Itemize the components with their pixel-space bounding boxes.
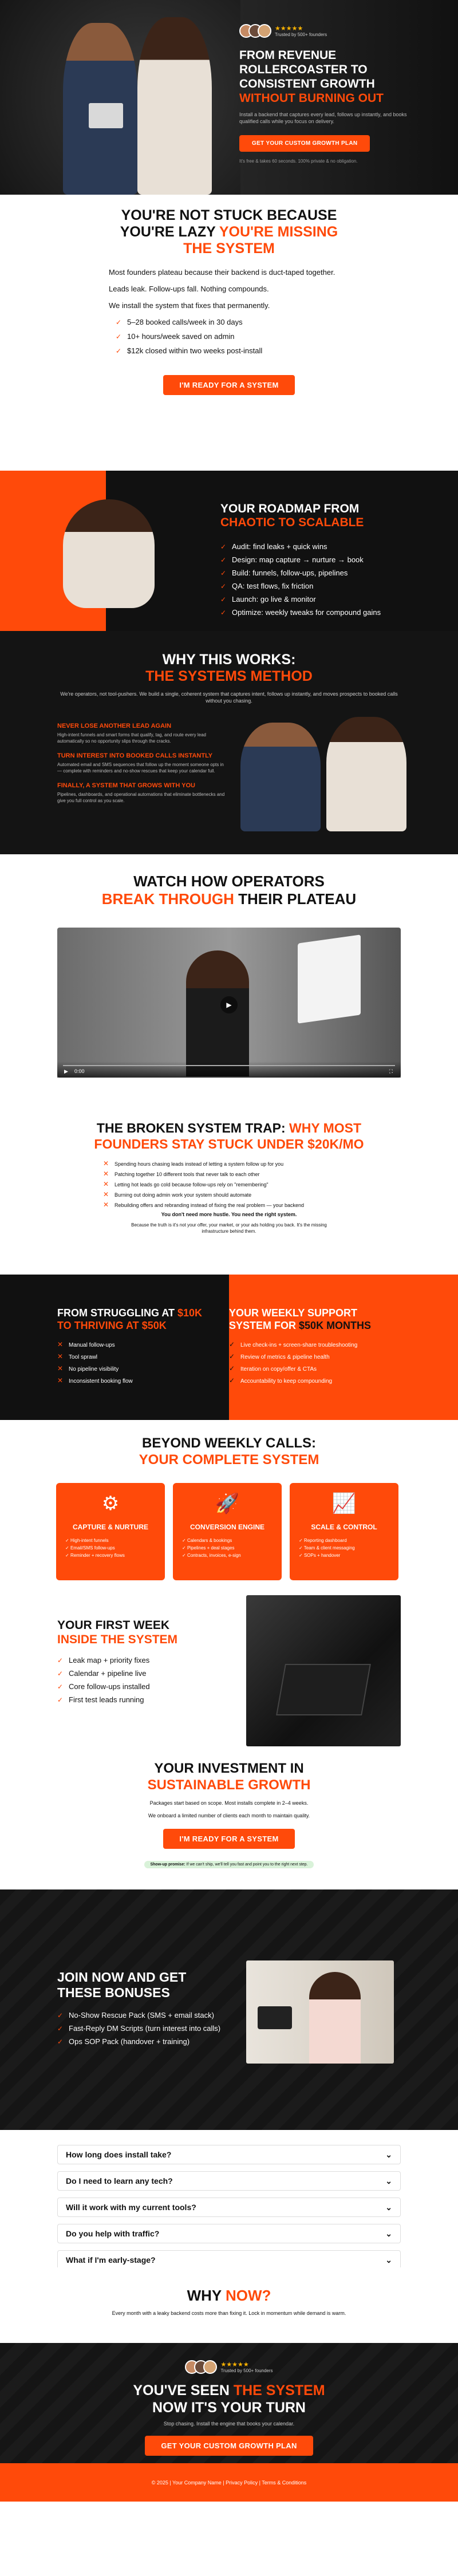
card-list-item: ✓ Reporting dashboard — [299, 1538, 347, 1543]
check-icon: ✓ — [220, 556, 227, 564]
hero-note: It's free & takes 60 seconds. 100% private & no obligation. — [239, 159, 358, 164]
compare-amount: $10K — [177, 1307, 203, 1319]
check-icon: ✓ — [57, 1670, 64, 1678]
video-controls — [57, 1062, 401, 1078]
stuck-title-line: YOU'RE NOT STUCK BECAUSE — [121, 207, 337, 223]
faq-item[interactable] — [57, 2145, 401, 2164]
check-icon: ✓ — [220, 543, 227, 551]
compare-right-title — [229, 1307, 401, 1332]
chevron-down-icon: ⌄ — [385, 2176, 392, 2186]
avatar — [258, 24, 271, 38]
why-intro: We're operators, not tool-pushers. We build a single, coherent system that captures intent, follows up instantly, and moves prospects to booked calls without you chasing. — [60, 691, 398, 704]
check-icon: ✓ — [220, 582, 227, 590]
promise-badge — [144, 1861, 313, 1868]
check-icon: ✓ — [229, 1340, 235, 1348]
roadmap-title-accent: CHAOTIC TO SCALABLE — [220, 516, 364, 529]
check-icon: ✓ — [229, 1364, 235, 1372]
trap-title-accent: WHY MOST — [289, 1121, 362, 1135]
card-list — [182, 1537, 273, 1559]
list-item — [57, 1365, 218, 1372]
woman-figure — [137, 17, 212, 195]
video-title-line: THEIR PLATEAU — [238, 890, 357, 908]
list-item-text: First test leads running — [69, 1695, 144, 1704]
list-item-text: 5–28 booked calls/week in 30 days — [127, 318, 243, 326]
trap-paragraph: Because the truth is it's not your offer, your market, or your ads holding you back. It's the missing infrastructure behind them. — [131, 1222, 327, 1234]
bonuses-title-line: JOIN NOW AND GET — [57, 1970, 187, 1985]
list-item — [57, 1669, 229, 1678]
bonuses-photo — [246, 1960, 394, 2064]
list-item — [220, 555, 438, 564]
beyond-section — [0, 1420, 458, 1592]
video-title-accent: BREAK THROUGH — [101, 890, 234, 908]
invest-title-line: YOUR INVESTMENT IN — [154, 1761, 304, 1776]
system-card — [56, 1483, 165, 1580]
beyond-title — [0, 1420, 458, 1468]
stuck-list — [116, 317, 349, 356]
check-icon: ✓ — [57, 1656, 64, 1664]
why-title-accent: THE SYSTEMS METHOD — [145, 668, 313, 684]
compare-left-list — [57, 1341, 218, 1384]
final-section — [0, 2343, 458, 2463]
card-item-text: Reporting dashboard — [303, 1538, 347, 1543]
beyond-title-accent: YOUR COMPLETE SYSTEM — [139, 1452, 319, 1468]
list-item — [103, 1191, 378, 1198]
list-item — [57, 1656, 229, 1664]
trap-list — [103, 1160, 378, 1208]
trap-title-line: THE BROKEN SYSTEM TRAP: — [96, 1121, 286, 1135]
why-photo — [240, 717, 406, 831]
card-item-text: Pipelines + deal stages — [187, 1545, 235, 1551]
hero-copy — [239, 24, 445, 164]
rating-row — [0, 2343, 458, 2374]
list-item — [103, 1160, 378, 1167]
stuck-paragraph: Leads leak. Follow-ups fall. Nothing compounds. — [109, 285, 269, 293]
why-point-heading: NEVER LOSE ANOTHER LEAD AGAIN — [57, 723, 172, 729]
card-item-text: Calendars & bookings — [187, 1538, 232, 1543]
final-title-line: NOW IT'S YOUR TURN — [152, 2400, 306, 2416]
card-list-item: ✓ Pipelines + deal stages — [182, 1545, 235, 1551]
stuck-title-accent: THE SYSTEM — [183, 240, 275, 257]
list-item-text: QA: test flows, fix friction — [232, 582, 314, 590]
invest-paragraph: We onboard a limited number of clients each month to maintain quality. — [148, 1813, 310, 1818]
whynow-title-line: WHY — [187, 2287, 222, 2304]
rating-row — [239, 24, 445, 38]
x-icon: ✕ — [57, 1364, 64, 1372]
list-item-text: Audit: find leaks + quick wins — [232, 542, 327, 551]
stuck-title-accent: YOU'RE MISSING — [219, 224, 338, 240]
compare-title-line: FROM STRUGGLING AT — [57, 1307, 175, 1319]
system-card — [173, 1483, 282, 1580]
list-item — [57, 1695, 229, 1704]
why-point — [57, 782, 229, 804]
card-list-item: ✓ High-intent funnels — [65, 1538, 109, 1543]
list-item-text: Letting hot leads go cold because follow-ups rely on "remembering" — [114, 1182, 269, 1188]
invest-paragraph: Packages start based on scope. Most installs complete in 2–4 weeks. — [149, 1800, 309, 1806]
whynow-section — [0, 2267, 458, 2343]
hero-title-line: FROM REVENUE — [239, 49, 337, 62]
footer-text[interactable]: © 2025 | Your Company Name | Privacy Policy | Terms & Conditions — [151, 2479, 307, 2486]
camera-image — [258, 2006, 292, 2029]
promise-label: Show-up promise: — [150, 1863, 185, 1867]
bonuses-title — [57, 1970, 229, 2001]
check-icon: ✓ — [57, 2038, 64, 2046]
list-item — [220, 542, 438, 551]
hero-photo — [0, 0, 240, 195]
check-icon: ✓ — [116, 347, 122, 355]
stuck-title-line: YOU'RE LAZY — [120, 224, 216, 240]
list-item-text: $12k closed within two weeks post-install — [127, 346, 263, 355]
check-icon: ✓ — [57, 1683, 64, 1691]
week-title — [57, 1618, 229, 1647]
compare-left-title — [57, 1307, 218, 1332]
progress-bar[interactable] — [63, 1065, 395, 1066]
list-item-text: Accountability to keep compounding — [240, 1378, 333, 1384]
final-paragraph: Stop chasing. Install the engine that books your calendar. — [163, 2421, 295, 2427]
trap-title-accent: FOUNDERS STAY STUCK UNDER $20K/MO — [94, 1137, 364, 1151]
week-section — [0, 1592, 458, 1752]
hero-title-line: CONSISTENT GROWTH — [239, 77, 375, 90]
check-icon: ✓ — [220, 595, 227, 603]
faq-item[interactable] — [57, 2171, 401, 2191]
compare-right — [229, 1307, 401, 1389]
compare-amount: $50K — [141, 1320, 167, 1331]
list-item-text: Ops SOP Pack (handover + training) — [69, 2037, 190, 2046]
list-item — [229, 1341, 401, 1348]
list-item — [57, 2024, 229, 2033]
hero-title — [239, 48, 445, 105]
video-title-line: WATCH HOW OPERATORS — [133, 873, 325, 890]
card-item-text: Reminder + recovery flows — [70, 1553, 125, 1558]
final-title — [0, 2382, 458, 2416]
compare-title-line: YOUR WEEKLY SUPPORT — [229, 1307, 358, 1319]
why-title — [0, 631, 458, 685]
roadmap-section — [0, 471, 458, 631]
x-icon: ✕ — [103, 1190, 109, 1198]
x-icon: ✕ — [103, 1159, 109, 1167]
check-icon: ✓ — [220, 569, 227, 577]
card-item-text: Email/SMS follow-ups — [70, 1545, 115, 1551]
final-title-line: YOU'VE SEEN — [133, 2382, 230, 2399]
play-icon[interactable]: ▶ — [220, 996, 238, 1013]
x-icon: ✕ — [103, 1201, 109, 1209]
beyond-cards — [56, 1483, 398, 1580]
check-icon: ✓ — [57, 1696, 64, 1704]
list-item-text: Inconsistent booking flow — [69, 1378, 133, 1384]
avatar — [203, 2360, 217, 2374]
list-item — [57, 1353, 218, 1360]
check-icon: ✓ — [116, 333, 122, 341]
invest-title-accent: SUSTAINABLE GROWTH — [147, 1777, 311, 1793]
week-list — [57, 1656, 229, 1704]
check-icon: ✓ — [57, 2025, 64, 2033]
compare-left — [57, 1307, 218, 1389]
why-point-text: High-intent funnels and smart forms that qualify, tag, and route every lead automatically so no opportunity slips through the cracks. — [57, 732, 206, 744]
chevron-down-icon: ⌄ — [385, 2228, 392, 2238]
play-control-icon[interactable]: ▶ — [64, 1068, 68, 1074]
list-item-text: Iteration on copy/offer & CTAs — [240, 1366, 317, 1372]
x-icon: ✕ — [57, 1376, 64, 1384]
compare-right-list — [229, 1341, 401, 1384]
fullscreen-icon[interactable]: ⛶ — [389, 1068, 393, 1074]
list-item — [103, 1201, 378, 1208]
why-point-heading: TURN INTEREST INTO BOOKED CALLS INSTANTLY — [57, 752, 213, 759]
list-item-text: Rebuilding offers and rebranding instead of fixing the real problem — your backend — [114, 1202, 305, 1208]
why-title-line: WHY THIS WORKS: — [162, 652, 296, 668]
faq-item[interactable] — [57, 2250, 401, 2267]
faq-question: Do you help with traffic? — [66, 2229, 160, 2238]
tablet-image — [89, 103, 123, 128]
hero-title-accent: WITHOUT BURNING OUT — [239, 92, 384, 105]
list-item-text: Leak map + priority fixes — [69, 1656, 150, 1664]
list-item-text: 10+ hours/week saved on admin — [127, 332, 235, 341]
video-section — [0, 854, 458, 1112]
whynow-title-accent: NOW? — [226, 2287, 271, 2304]
footer — [0, 2463, 458, 2502]
faq-item[interactable] — [57, 2224, 401, 2243]
list-item — [220, 569, 438, 577]
invest-title — [0, 1752, 458, 1793]
list-item — [229, 1377, 401, 1384]
list-item — [116, 317, 349, 327]
card-list-item: ✓ Email/SMS follow-ups — [65, 1545, 115, 1551]
list-item-text: Tool sprawl — [69, 1354, 98, 1360]
why-point-heading: FINALLY, A SYSTEM THAT GROWS WITH YOU — [57, 782, 195, 789]
x-icon: ✕ — [103, 1180, 109, 1188]
gears-icon: ⚙ — [101, 1493, 120, 1514]
stuck-paragraph: Most founders plateau because their backend is duct-taped together. — [109, 268, 335, 277]
rocket-icon: 🚀 — [215, 1493, 240, 1514]
whynow-title — [0, 2267, 458, 2305]
video-time: 0:00 — [74, 1068, 85, 1074]
video-player[interactable] — [57, 928, 401, 1078]
list-item-text: No pipeline visibility — [69, 1366, 119, 1372]
compare-title-accent: TO THRIVING AT — [57, 1320, 139, 1331]
hero-section — [0, 0, 458, 195]
stuck-paragraph: We install the system that fixes that permanently. — [109, 301, 270, 310]
faq-question: What if I'm early-stage? — [66, 2255, 156, 2265]
promise-text: If we can't ship, we'll tell you fast and point you to the right next step. — [186, 1863, 308, 1867]
list-item-text: Calendar + pipeline live — [69, 1669, 147, 1678]
softbox-light — [298, 934, 361, 1023]
final-cta-button[interactable]: GET YOUR CUSTOM GROWTH PLAN — [145, 2436, 313, 2456]
x-icon: ✕ — [103, 1170, 109, 1178]
list-item — [229, 1365, 401, 1372]
why-point — [57, 723, 229, 744]
list-item — [103, 1181, 378, 1188]
list-item-text: Design: map capture → nurture → book — [232, 555, 364, 564]
system-cta-button[interactable]: I'M READY FOR A SYSTEM — [163, 375, 294, 395]
compare-title-line: SYSTEM FOR — [229, 1320, 297, 1331]
faq-question: How long does install take? — [66, 2150, 172, 2159]
laptop-image — [276, 1664, 371, 1715]
list-item — [57, 2037, 229, 2046]
chevron-down-icon: ⌄ — [385, 2149, 392, 2159]
card-list — [65, 1537, 156, 1559]
week-title-line: YOUR FIRST WEEK — [57, 1619, 170, 1632]
list-item — [229, 1353, 401, 1360]
list-item-text: Spending hours chasing leads instead of letting a system follow up for you — [114, 1161, 284, 1167]
why-point — [57, 752, 229, 774]
card-list-item: ✓ Contracts, invoices, e-sign — [182, 1553, 241, 1558]
faq-question: Do I need to learn any tech? — [66, 2176, 173, 2186]
list-item-text: Core follow-ups installed — [69, 1682, 150, 1691]
hero-subtitle: Install a backend that captures every lead, follows up instantly, and books qualified calls while you focus on delivery. — [239, 112, 407, 124]
final-title-accent: THE SYSTEM — [233, 2382, 325, 2399]
trap-title — [0, 1112, 458, 1152]
rating-text: Trusted by 500+ founders — [275, 32, 327, 37]
list-item-text: Patching together 10 different tools that never talk to each other — [114, 1171, 260, 1177]
system-card — [290, 1483, 398, 1580]
card-list-item: ✓ Team & client messaging — [299, 1545, 355, 1551]
list-item — [57, 1682, 229, 1691]
roadmap-list — [220, 542, 438, 617]
trap-section — [0, 1112, 458, 1275]
list-item-text: Build: funnels, follow-ups, pipelines — [232, 569, 348, 577]
hero-title-line: ROLLERCOASTER TO — [239, 63, 368, 76]
rating-text: Trusted by 500+ founders — [220, 2368, 273, 2373]
invest-section — [0, 1752, 458, 1889]
bonuses-list — [57, 2011, 229, 2046]
bonuses-section — [0, 1889, 458, 2130]
bonuses-title-line: THESE BONUSES — [57, 1985, 170, 2000]
stuck-title — [0, 207, 458, 257]
list-item — [220, 582, 438, 590]
card-item-text: Contracts, invoices, e-sign — [187, 1553, 241, 1558]
x-icon: ✕ — [57, 1340, 64, 1348]
growth-chart-icon: 📈 — [331, 1493, 357, 1514]
list-item-text: No-Show Rescue Pack (SMS + email stack) — [69, 2011, 214, 2019]
video-title — [0, 854, 458, 908]
x-icon: ✕ — [57, 1352, 64, 1360]
check-icon: ✓ — [116, 318, 122, 326]
list-item-text: Fast-Reply DM Scripts (turn interest into calls) — [69, 2024, 221, 2033]
chevron-down-icon: ⌄ — [385, 2202, 392, 2212]
system-cta-button[interactable]: I'M READY FOR A SYSTEM — [163, 1829, 294, 1849]
chevron-down-icon: ⌄ — [385, 2255, 392, 2265]
woman-figure — [63, 499, 155, 608]
check-icon: ✓ — [229, 1376, 235, 1384]
whynow-paragraph: Every month with a leaky backend costs more than fixing it. Lock in momentum while demand is warm. — [112, 2310, 346, 2316]
why-point-text: Automated email and SMS sequences that follow up the moment someone opts in — complete with reminders and no-show rescues that keep your calendar full. — [57, 762, 224, 774]
woman-figure — [309, 1972, 361, 2064]
faq-item[interactable] — [57, 2198, 401, 2217]
beyond-title-line: BEYOND WEEKLY CALLS: — [141, 1435, 317, 1451]
why-point-text: Pipelines, dashboards, and operational automations that eliminate bottlenecks and give you full control as you scale. — [57, 792, 225, 803]
list-item — [220, 595, 438, 603]
week-title-accent: INSIDE THE SYSTEM — [57, 1633, 178, 1646]
hero-cta-button[interactable]: GET YOUR CUSTOM GROWTH PLAN — [239, 135, 370, 152]
list-item — [57, 1377, 218, 1384]
compare-section — [0, 1275, 458, 1420]
list-item — [57, 1341, 218, 1348]
check-icon: ✓ — [229, 1352, 235, 1360]
list-item-text: Optimize: weekly tweaks for compound gains — [232, 608, 381, 617]
list-item-text: Manual follow-ups — [69, 1342, 115, 1348]
card-title: CONVERSION ENGINE — [189, 1523, 265, 1531]
man-figure — [240, 723, 321, 831]
card-list — [299, 1537, 389, 1559]
stuck-section — [0, 195, 458, 471]
presenter-figure — [186, 950, 249, 1076]
card-item-text: Team & client messaging — [303, 1545, 355, 1551]
check-icon: ✓ — [57, 2011, 64, 2019]
laptop-photo — [246, 1595, 401, 1746]
roadmap-title — [220, 502, 438, 530]
card-title: CAPTURE & NURTURE — [73, 1523, 148, 1531]
faq-section — [0, 2130, 458, 2267]
why-points — [57, 723, 229, 804]
card-list-item: ✓ SOPs + handover — [299, 1553, 341, 1558]
card-item-text: High-intent funnels — [70, 1538, 109, 1543]
list-item — [57, 2011, 229, 2019]
card-title: SCALE & CONTROL — [311, 1523, 377, 1531]
list-item-text: Burning out doing admin work your system should automate — [114, 1192, 252, 1198]
stars-icon: ★★★★★ — [220, 2361, 249, 2368]
card-list-item: ✓ Reminder + recovery flows — [65, 1553, 125, 1558]
compare-amount: $50K MONTHS — [299, 1320, 372, 1331]
list-item-text: Live check-ins + screen-share troubleshooting — [240, 1342, 358, 1348]
list-item-text: Review of metrics & pipeline health — [240, 1354, 330, 1360]
list-item — [220, 608, 438, 617]
card-list-item: ✓ Calendars & bookings — [182, 1538, 232, 1543]
roadmap-title-line: YOUR ROADMAP FROM — [220, 502, 360, 515]
list-item-text: Launch: go live & monitor — [232, 595, 316, 603]
card-item-text: SOPs + handover — [303, 1553, 341, 1558]
faq-question: Will it work with my current tools? — [66, 2203, 196, 2212]
trap-bold-text: You don't need more hustle. You need the right system. — [161, 1212, 297, 1217]
why-section — [0, 631, 458, 854]
check-icon: ✓ — [220, 609, 227, 617]
woman-figure — [326, 717, 406, 831]
list-item — [116, 346, 349, 356]
stars-icon: ★★★★★ — [275, 25, 303, 32]
list-item — [116, 332, 349, 341]
list-item — [103, 1170, 378, 1177]
